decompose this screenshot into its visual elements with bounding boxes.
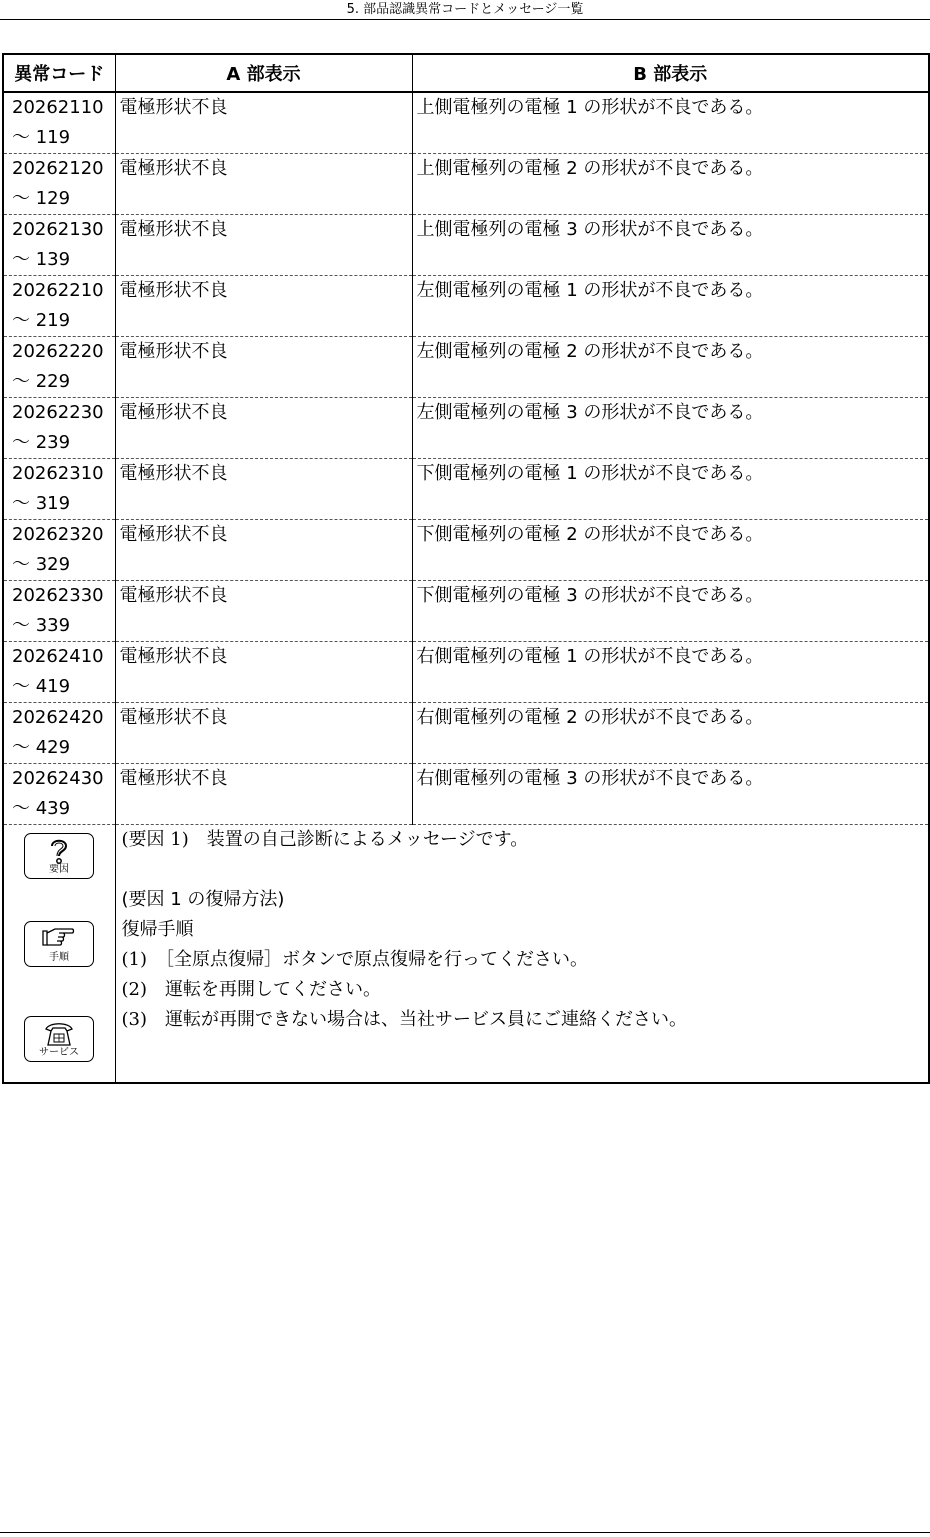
error-code: 20262420 (12, 707, 104, 728)
error-code-range: ～ 329 (12, 554, 71, 575)
b-display-cell: 右側電極列の電極 3 の形状が不良である。 (412, 764, 929, 825)
code-cell (3, 398, 115, 459)
code-cell (3, 581, 115, 642)
code-cell (3, 92, 115, 154)
pointing-hand-icon (41, 925, 75, 951)
footer-rule (0, 1532, 930, 1533)
table-row (3, 764, 929, 825)
column-header-b-display: B 部表示 (412, 54, 929, 92)
code-cell (3, 215, 115, 276)
error-code-range: ～ 419 (12, 676, 71, 697)
a-display-cell: 電極形状不良 (115, 703, 412, 764)
error-code: 20262310 (12, 463, 104, 484)
procedure-label: 手順 (49, 952, 69, 963)
table-row (3, 459, 929, 520)
b-display-cell: 上側電極列の電極 1 の形状が不良である。 (412, 92, 929, 154)
code-cell (3, 276, 115, 337)
error-code-range: ～ 129 (12, 188, 71, 209)
remedy-cell (115, 825, 929, 1083)
table-body (3, 92, 929, 1083)
a-display-cell: 電極形状不良 (115, 276, 412, 337)
table-row (3, 92, 929, 154)
service-badge (24, 1016, 94, 1062)
procedure-heading: 復帰手順 (121, 919, 194, 940)
remedy-row (3, 825, 929, 1083)
a-display-cell: 電極形状不良 (115, 520, 412, 581)
error-code: 20262230 (12, 402, 104, 423)
table-row (3, 520, 929, 581)
b-display-cell: 左側電極列の電極 1 の形状が不良である。 (412, 276, 929, 337)
cause-badge (24, 833, 94, 879)
cause-label: 要因 (49, 864, 69, 875)
table-row (3, 581, 929, 642)
code-cell (3, 703, 115, 764)
code-cell (3, 337, 115, 398)
code-cell (3, 764, 115, 825)
table-row (3, 642, 929, 703)
procedure-badge (24, 921, 94, 967)
error-code-range: ～ 439 (12, 798, 71, 819)
telephone-icon (43, 1020, 75, 1048)
a-display-cell: 電極形状不良 (115, 398, 412, 459)
code-cell (3, 459, 115, 520)
error-code-range: ～ 119 (12, 127, 71, 148)
error-code-range: ～ 139 (12, 249, 71, 270)
a-display-cell: 電極形状不良 (115, 92, 412, 154)
error-code-table (2, 53, 930, 1084)
b-display-cell: 右側電極列の電極 2 の形状が不良である。 (412, 703, 929, 764)
error-code: 20262120 (12, 158, 104, 179)
page-header: 5. 部品認識異常コードとメッセージ一覧 (0, 0, 930, 20)
table-row (3, 154, 929, 215)
b-display-cell: 上側電極列の電極 3 の形状が不良である。 (412, 215, 929, 276)
code-cell (3, 642, 115, 703)
question-icon (44, 837, 74, 865)
a-display-cell: 電極形状不良 (115, 581, 412, 642)
error-code: 20262220 (12, 341, 104, 362)
recovery-heading: (要因 1 の復帰方法) (121, 889, 285, 910)
code-cell (3, 520, 115, 581)
a-display-cell: 電極形状不良 (115, 764, 412, 825)
table-row (3, 337, 929, 398)
service-label: サービス (39, 1047, 79, 1058)
cause-text: (要因 1) 装置の自己診断によるメッセージです。 (121, 829, 529, 850)
a-display-cell: 電極形状不良 (115, 154, 412, 215)
error-code-range: ～ 319 (12, 493, 71, 514)
a-display-cell: 電極形状不良 (115, 215, 412, 276)
b-display-cell: 上側電極列の電極 2 の形状が不良である。 (412, 154, 929, 215)
b-display-cell: 下側電極列の電極 3 の形状が不良である。 (412, 581, 929, 642)
error-code: 20262110 (12, 97, 104, 118)
step-2: (2) 運転を再開してください。 (121, 979, 381, 1000)
table-row (3, 276, 929, 337)
error-code-range: ～ 229 (12, 371, 71, 392)
a-display-cell: 電極形状不良 (115, 459, 412, 520)
column-header-a-display: A 部表示 (115, 54, 412, 92)
code-cell (3, 154, 115, 215)
error-code: 20262430 (12, 768, 104, 789)
column-header-code: 異常コード (3, 54, 115, 92)
error-code: 20262210 (12, 280, 104, 301)
b-display-cell: 左側電極列の電極 3 の形状が不良である。 (412, 398, 929, 459)
error-code-range: ～ 239 (12, 432, 71, 453)
step-1: (1) ［全原点復帰］ボタンで原点復帰を行ってください。 (121, 949, 588, 970)
remedy-text (120, 825, 929, 1035)
table-row (3, 215, 929, 276)
table-row (3, 703, 929, 764)
b-display-cell: 右側電極列の電極 1 の形状が不良である。 (412, 642, 929, 703)
error-code-range: ～ 429 (12, 737, 71, 758)
error-code-range: ～ 219 (12, 310, 71, 331)
icon-column (3, 825, 115, 1083)
error-code-range: ～ 339 (12, 615, 71, 636)
error-code: 20262320 (12, 524, 104, 545)
a-display-cell: 電極形状不良 (115, 337, 412, 398)
step-3: (3) 運転が再開できない場合は、当社サービス員にご連絡ください。 (121, 1009, 687, 1030)
b-display-cell: 下側電極列の電極 1 の形状が不良である。 (412, 459, 929, 520)
a-display-cell: 電極形状不良 (115, 642, 412, 703)
error-code: 20262130 (12, 219, 104, 240)
error-code: 20262330 (12, 585, 104, 606)
spacer (122, 855, 929, 885)
table-row (3, 398, 929, 459)
error-code: 20262410 (12, 646, 104, 667)
b-display-cell: 左側電極列の電極 2 の形状が不良である。 (412, 337, 929, 398)
table-header-row (3, 54, 929, 92)
b-display-cell: 下側電極列の電極 2 の形状が不良である。 (412, 520, 929, 581)
